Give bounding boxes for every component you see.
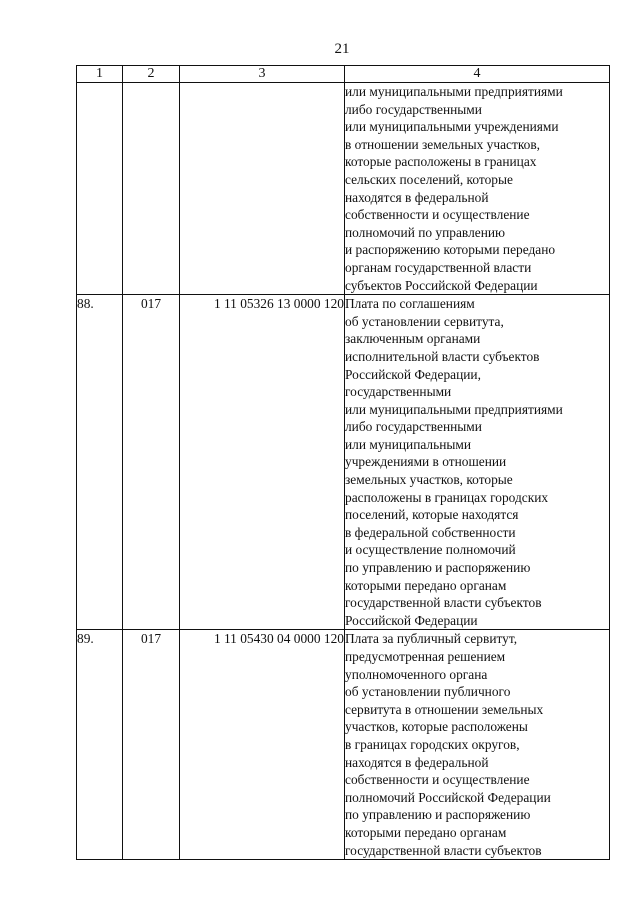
description-line: Плата за публичный сервитут, xyxy=(345,631,518,647)
description-cell xyxy=(345,83,610,295)
description-line: Российской Федерации, xyxy=(345,366,481,382)
description-line: которые расположены в границах xyxy=(345,154,537,170)
description-line: либо государственными xyxy=(345,101,482,117)
description-line: находятся в федеральной xyxy=(345,189,489,205)
column-header-4: 4 xyxy=(345,66,610,83)
description-line: Плата по соглашениям xyxy=(345,296,475,312)
row-number-cell: 88. xyxy=(77,295,123,630)
description-line: в границах городских округов, xyxy=(345,736,520,752)
page-number: 21 xyxy=(334,41,350,57)
column-header-3: 3 xyxy=(180,66,345,83)
description-line: по управлению и распоряжению xyxy=(345,807,531,823)
description-line: Российской Федерации xyxy=(345,612,478,628)
description-line: по управлению и распоряжению xyxy=(345,560,531,576)
description-line: органам государственной власти xyxy=(345,259,532,275)
description-line: предусмотренная решением xyxy=(345,649,506,664)
description-line: земельных участков, которые xyxy=(345,472,513,488)
document-table xyxy=(76,65,610,860)
description-line: учреждениями в отношении xyxy=(345,454,507,470)
kbk-code-cell: 1 11 05326 13 0000 120 xyxy=(180,295,345,630)
description-line: в отношении земельных участков, xyxy=(345,136,541,152)
admin-code-cell xyxy=(123,83,180,295)
description-line: собственности и осуществление xyxy=(345,772,530,788)
description-cell xyxy=(345,295,610,630)
description-line: собственности и осуществление xyxy=(345,207,530,223)
description-line: или муниципальными xyxy=(345,436,472,452)
description-cell xyxy=(345,630,610,860)
description-line: полномочий Российской Федерации xyxy=(345,789,551,805)
description-line: или муниципальными учреждениями xyxy=(345,119,559,135)
description-line: сервитута в отношении земельных xyxy=(345,701,544,717)
description-line: и распоряжению которыми передано xyxy=(345,242,556,258)
description-line: сельских поселений, которые xyxy=(345,171,513,187)
row-number-cell: 89. xyxy=(77,630,123,860)
description-line: или муниципальными предприятиями xyxy=(345,84,563,99)
description-line: исполнительной власти субъектов xyxy=(345,348,540,364)
kbk-code-cell xyxy=(180,83,345,295)
kbk-code-cell: 1 11 05430 04 0000 120 xyxy=(180,630,345,860)
table-row-continuation xyxy=(77,83,610,295)
header-row xyxy=(77,66,610,83)
admin-code-cell: 017 xyxy=(123,630,180,860)
description-line: государственными xyxy=(345,384,452,400)
description-line: расположены в границах городских xyxy=(345,489,549,505)
description-line: об установлении публичного xyxy=(345,684,511,700)
description-line: поселений, которые находятся xyxy=(345,507,519,523)
description-line: заключенным органами xyxy=(345,331,481,347)
description-line: или муниципальными предприятиями xyxy=(345,401,563,417)
description-line: участков, которые расположены xyxy=(345,719,528,735)
table-row-88 xyxy=(77,295,610,630)
description-line: полномочий по управлению xyxy=(345,224,506,240)
description-line: об установлении сервитута, xyxy=(345,313,504,329)
description-line: государственной власти субъектов xyxy=(345,842,542,858)
description-line: уполномоченного органа xyxy=(345,666,488,682)
description-line: субъектов Российской Федерации xyxy=(345,277,538,293)
description-line: либо государственными xyxy=(345,419,482,435)
description-line: в федеральной собственности xyxy=(345,524,516,540)
description-line: и осуществление полномочий xyxy=(345,542,516,558)
table-row-89 xyxy=(77,630,610,860)
description-line: которыми передано органам xyxy=(345,824,507,840)
description-line: находятся в федеральной xyxy=(345,754,489,770)
description-line: государственной власти субъектов xyxy=(345,595,542,611)
column-header-1: 1 xyxy=(77,66,123,83)
column-header-2: 2 xyxy=(123,66,180,83)
row-number-cell xyxy=(77,83,123,295)
admin-code-cell: 017 xyxy=(123,295,180,630)
description-line: которыми передано органам xyxy=(345,577,507,593)
